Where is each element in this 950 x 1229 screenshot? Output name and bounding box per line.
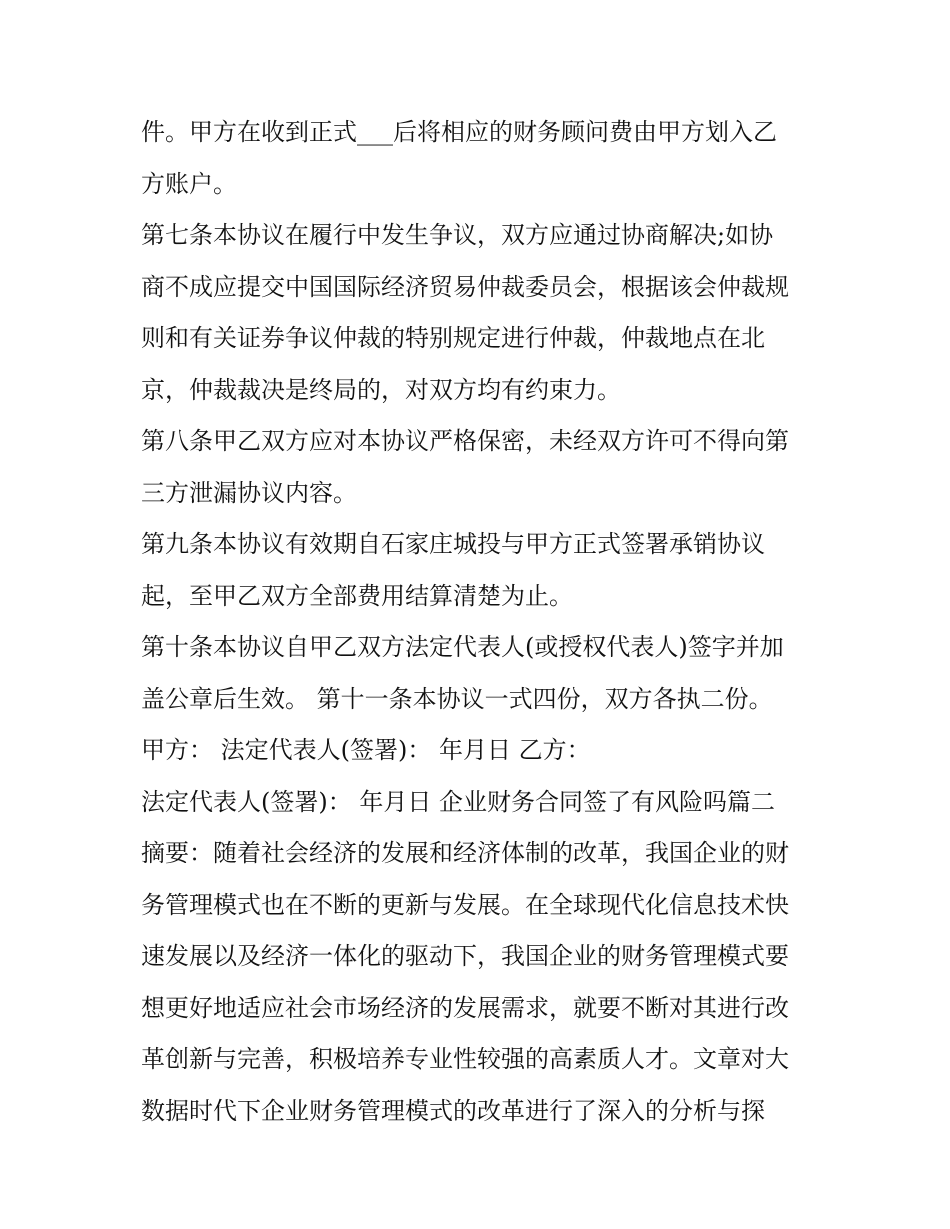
text-line: 第七条本协议在履行中发生争议，双方应通过协商解决;如协 [141, 221, 774, 249]
text-line: 盖公章后生效。 第十一条本协议一式四份，双方各执二份。 [141, 684, 773, 713]
text-line: 摘要：随着社会经济的发展和经济体制的改革，我国企业的财 [141, 839, 789, 867]
body-text [141, 107, 831, 1137]
text-line: 务管理模式也在不断的更新与发展。在全球现代化信息技术快 [141, 890, 789, 919]
text-line: 革创新与完善，积极培养专业性较强的高素质人才。文章对大 [141, 1045, 789, 1073]
text-line: 甲方： 法定代表人(签署)： 年月日 乙方： [141, 736, 591, 764]
text-line: 速发展以及经济一体化的驱动下，我国企业的财务管理模式要 [141, 942, 789, 970]
text-line: 数据时代下企业财务管理模式的改革进行了深入的分析与探 [141, 1096, 765, 1125]
text-line: 第十条本协议自甲乙双方法定代表人(或授权代表人)签字并加 [141, 633, 784, 661]
text-line: 起，至甲乙双方全部费用结算清楚为止。 [141, 581, 573, 610]
text-line: 想更好地适应社会市场经济的发展需求，就要不断对其进行改 [141, 993, 789, 1022]
text-line: 则和有关证券争议仲裁的特别规定进行仲裁，仲裁地点在北 [141, 324, 765, 352]
text-line: 件。甲方在收到正式___后将相应的财务顾问费由甲方划入乙 [141, 118, 777, 146]
text-line: 法定代表人(签署)： 年月日 企业财务合同签了有风险吗篇二 [141, 787, 775, 816]
text-line: 第八条甲乙双方应对本协议严格保密，未经双方许可不得向第 [141, 427, 789, 455]
text-line: 第九条本协议有效期自石家庄城投与甲方正式签署承销协议 [141, 530, 765, 558]
text-line: 商不成应提交中国国际经济贸易仲裁委员会，根据该会仲裁规 [141, 272, 789, 301]
text-line: 三方泄漏协议内容。 [141, 478, 357, 507]
text-line: 方账户。 [141, 169, 237, 198]
text-line: 京，仲裁裁决是终局的，对双方均有约束力。 [141, 375, 621, 404]
